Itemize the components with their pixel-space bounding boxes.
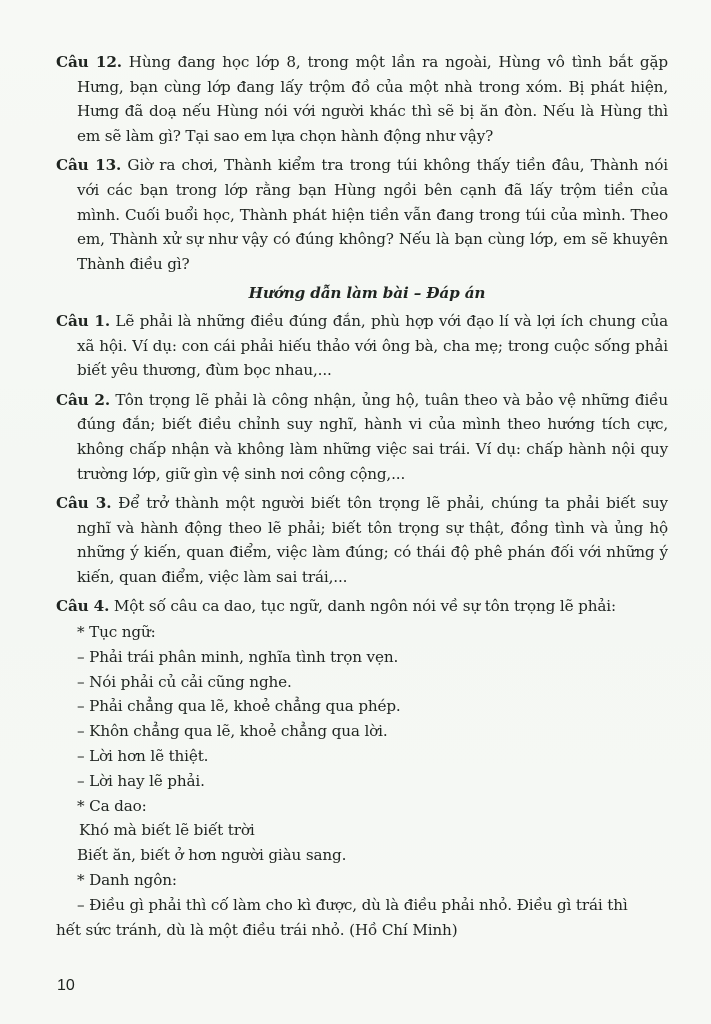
question-text: Hùng đang học lớp 8, trong một lần ra ngoài, Hùng vô tình bắt gặp Hưng, bạn cùng lớp đang lấy trộm đồ của một nhà trong xóm. Bị phát hiện, Hưng đã doạ nếu Hùng nói với người khác thì sẽ bị ăn đòn. Nếu là Hùng thì em sẽ làm gì? Tại sao em lựa chọn hành động như vậy? — [77, 53, 668, 145]
answer-text: Lẽ phải là những điều đúng đắn, phù hợp với đạo lí và lợi ích chung của xã hội. Ví dụ: con cái phải hiếu thảo với ông bà, cha mẹ; trong cuộc sống phải biết yêu thương, đùm bọc nhau,... — [77, 311, 669, 380]
answer-text: Tôn trọng lẽ phải là công nhận, ủng hộ, tuân theo và bảo vệ những điều đúng đắn; biết điều chỉnh suy nghĩ, hành vi của mình theo hướng tích cực, không chấp nhận và không làm những việc sai trái. Ví dụ: chấp hành nội quy trường lớp, giữ gìn vệ sinh nơi công cộng,... — [77, 390, 668, 483]
page-content — [56, 50, 668, 942]
proverb-item: – Lời hơn lẽ thiệt. — [77, 747, 209, 766]
answer-label: Câu 2. — [56, 390, 110, 409]
proverb-item: – Lời hay lẽ phải. — [77, 771, 205, 790]
proverbs-heading: * Tục ngữ: — [77, 623, 156, 642]
question-label: Câu 13. — [56, 156, 122, 175]
proverb-item: – Phải trái phân minh, nghĩa tình trọn vẹn. — [77, 647, 399, 666]
proverb-item: – Khôn chẳng qua lẽ, khoẻ chẳng qua lời. — [77, 722, 388, 741]
answer-4 — [56, 594, 668, 619]
folk-verse-heading: * Ca dao: — [77, 796, 147, 815]
section-title: Hướng dẫn làm bài – Đáp án — [248, 284, 486, 303]
question-text: Giờ ra chơi, Thành kiểm tra trong túi không thấy tiền đâu, Thành nói với các bạn trong lớp rằng bạn Hùng ngồi bên cạnh đã lấy trộm tiền của mình. Cuối buổi học, Thành phát hiện tiền vẫn đang trong túi của mình. Theo em, Thành xử sự như vậy có đúng không? Nếu là bạn cùng lớp, em sẽ khuyên Thành điều gì? — [77, 156, 668, 273]
folk-verse-line: Khó mà biết lẽ biết trời — [79, 821, 255, 840]
question-12 — [56, 50, 668, 148]
answer-label: Câu 1. — [56, 311, 110, 330]
proverb-item: – Phải chẳng qua lẽ, khoẻ chẳng qua phép. — [77, 697, 401, 716]
quote-line: – Điều gì phải thì cố làm cho kì được, dù là điều phải nhỏ. Điều gì trái thì — [77, 895, 628, 914]
answer-2 — [56, 388, 668, 486]
question-label: Câu 12. — [56, 53, 122, 71]
page-number: 10 — [57, 977, 75, 994]
answer-label: Câu 3. — [56, 494, 112, 513]
answer-1 — [56, 309, 668, 383]
answer-label: Câu 4. — [56, 597, 110, 616]
question-13 — [56, 153, 668, 276]
answer-text: Một số câu ca dao, tục ngữ, danh ngôn nói về sự tôn trọng lẽ phải: — [113, 597, 616, 616]
folk-verse-line: Biết ăn, biết ở hơn người giàu sang. — [77, 846, 347, 865]
answer-3 — [56, 491, 668, 589]
proverb-item: – Nói phải củ cải cũng nghe. — [77, 672, 292, 691]
quote-line: hết sức tránh, dù là một điều trái nhỏ. (Hồ Chí Minh) — [56, 920, 458, 939]
answer-text: Để trở thành một người biết tôn trọng lẽ phải, chúng ta phải biết suy nghĩ và hành động theo lẽ phải; biết tôn trọng sự thật, đồng tình và ủng hộ những ý kiến, quan điểm, việc làm đúng; có thái độ phê phán đối với những ý kiến, quan điểm, việc làm sai trái,... — [77, 494, 668, 586]
quotes-heading: * Danh ngôn: — [77, 871, 177, 890]
